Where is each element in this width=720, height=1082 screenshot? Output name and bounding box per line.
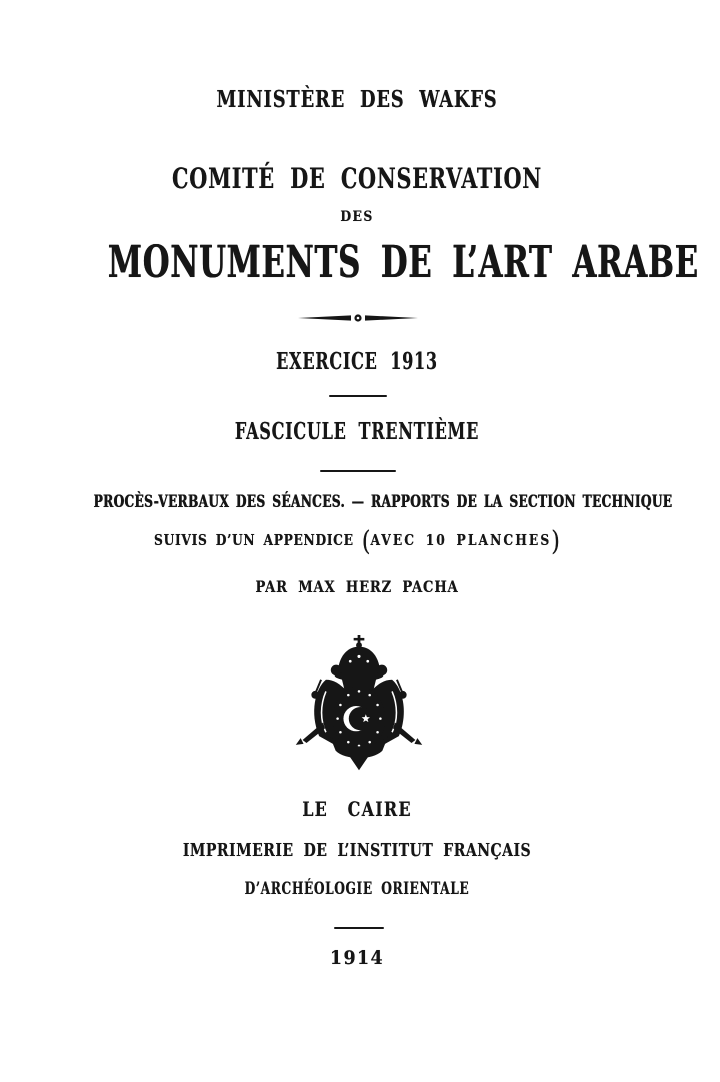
exercice-line: EXERCICE 1913 — [276, 348, 438, 375]
coat-of-arms-emblem — [288, 635, 430, 777]
fascicule-line: FASCICULE TRENTIÈME — [234, 418, 480, 445]
appendix-paren-text: AVEC 10 PLANCHES — [370, 531, 552, 549]
author-line: PAR MAX HERZ PACHA — [255, 577, 459, 596]
des-line: DES — [340, 209, 374, 225]
divider-rule-1 — [329, 395, 387, 397]
divider-rule-3 — [334, 927, 384, 929]
printer-line-1: IMPRIMERIE DE L’INSTITUT FRANÇAIS — [182, 840, 532, 861]
appendix-paren-open: ( — [361, 526, 371, 557]
proces-verbaux-line: PROCÈS-VERBAUX DES SÉANCES. — RAPPORTS DE LA SECTION TECHNIQUE — [93, 492, 673, 511]
appendix-paren-close: ) — [551, 526, 560, 557]
appendix-prefix: SUIVIS D’UN APPENDICE — [154, 531, 354, 549]
divider-rule-2 — [320, 470, 396, 472]
ministry-line: MINISTÈRE DES WAKFS — [216, 86, 498, 113]
spindle-ornament-divider — [297, 311, 419, 325]
committee-line: COMITÉ DE CONSERVATION — [172, 162, 542, 195]
appendix-line — [65, 526, 649, 557]
city-line: LE CAIRE — [302, 797, 412, 821]
printer-line-2: D’ARCHÉOLOGIE ORIENTALE — [244, 879, 470, 899]
main-title: MONUMENTS DE L’ART ARABE — [107, 237, 699, 288]
year-line: 1914 — [329, 947, 385, 969]
